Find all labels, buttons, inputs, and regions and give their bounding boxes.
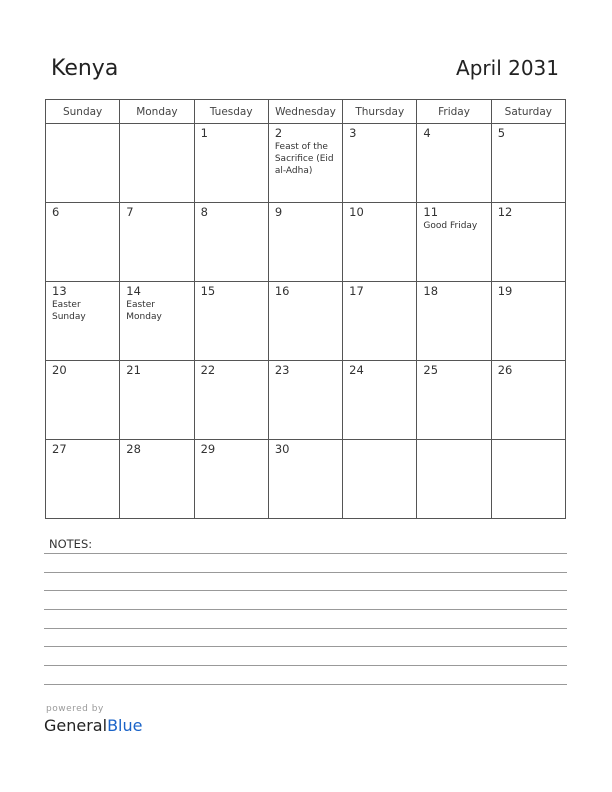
day-number: 28 <box>126 442 141 456</box>
day-number: 23 <box>274 363 290 377</box>
day-number: 8 <box>200 205 208 219</box>
powered-by-text: powered by <box>46 704 104 714</box>
day-number: 15 <box>200 284 216 298</box>
day-cell <box>120 282 194 361</box>
day-cell <box>194 282 268 361</box>
day-cell <box>343 124 417 203</box>
notes-line <box>44 646 567 647</box>
day-number: 27 <box>52 442 67 456</box>
logo-text-general: General <box>44 716 108 735</box>
day-cell <box>491 124 565 203</box>
day-cell <box>194 203 268 282</box>
day-number: 13 <box>52 284 67 298</box>
day-cell <box>120 203 194 282</box>
day-cell <box>120 124 194 203</box>
day-number: 19 <box>497 284 513 298</box>
week-row <box>46 440 566 519</box>
day-number: 3 <box>349 126 357 140</box>
day-cell <box>417 282 491 361</box>
notes-line <box>44 572 567 573</box>
weekday-header: Sunday <box>46 100 120 124</box>
notes-line <box>44 609 567 610</box>
day-cell <box>268 361 342 440</box>
notes-line <box>44 684 567 685</box>
notes-line <box>44 553 567 554</box>
week-row <box>46 361 566 440</box>
holiday-label: Feast of the Sacrifice (Eid al-Adha) <box>274 142 334 176</box>
day-number: 14 <box>126 284 141 298</box>
day-cell <box>491 440 565 519</box>
day-cell <box>194 124 268 203</box>
day-number: 21 <box>126 363 141 377</box>
day-cell <box>417 124 491 203</box>
day-cell <box>46 361 120 440</box>
weekday-header: Saturday <box>491 100 565 124</box>
weekday-header: Monday <box>120 100 194 124</box>
weekday-header: Thursday <box>343 100 417 124</box>
notes-label: NOTES: <box>49 537 93 551</box>
logo-text-blue: Blue <box>107 716 143 735</box>
weekday-header: Wednesday <box>268 100 342 124</box>
month-year-title: April 2031 <box>456 56 559 80</box>
day-cell <box>46 282 120 361</box>
day-number: 4 <box>423 126 431 140</box>
day-cell <box>46 203 120 282</box>
day-cell <box>120 361 194 440</box>
day-cell <box>343 361 417 440</box>
day-number: 20 <box>52 363 67 377</box>
day-cell <box>417 203 491 282</box>
day-cell <box>194 440 268 519</box>
generalblue-logo <box>44 716 142 735</box>
day-number: 11 <box>423 205 439 219</box>
day-number: 9 <box>274 205 283 219</box>
day-cell <box>268 440 342 519</box>
holiday-label: Good Friday <box>423 221 478 231</box>
day-cell <box>46 440 120 519</box>
day-number: 30 <box>274 442 290 456</box>
day-number: 18 <box>423 284 439 298</box>
day-cell <box>417 440 491 519</box>
day-number: 10 <box>349 205 364 219</box>
day-cell <box>491 203 565 282</box>
day-number: 6 <box>52 205 60 219</box>
day-cell <box>46 124 120 203</box>
day-number: 29 <box>200 442 216 456</box>
day-number: 16 <box>274 284 290 298</box>
day-cell <box>268 282 342 361</box>
weekday-header: Friday <box>417 100 491 124</box>
notes-line <box>44 628 567 629</box>
holiday-label: Easter Monday <box>126 300 162 322</box>
country-title: Kenya <box>51 56 119 81</box>
weekday-header: Tuesday <box>194 100 268 124</box>
day-cell <box>343 282 417 361</box>
week-row <box>46 124 566 203</box>
day-number: 24 <box>349 363 364 377</box>
day-cell <box>343 440 417 519</box>
day-cell <box>491 282 565 361</box>
day-cell <box>194 361 268 440</box>
day-number: 1 <box>200 126 208 140</box>
day-cell <box>268 203 342 282</box>
day-number: 12 <box>497 205 513 219</box>
day-cell <box>343 203 417 282</box>
holiday-label: Easter Sunday <box>52 300 86 322</box>
weekday-header-row <box>46 100 566 124</box>
day-number: 17 <box>349 284 364 298</box>
calendar-grid <box>45 99 566 519</box>
week-row <box>46 282 566 361</box>
day-number: 2 <box>274 126 283 140</box>
day-cell <box>268 124 342 203</box>
day-number: 5 <box>497 126 506 140</box>
day-cell <box>417 361 491 440</box>
day-number: 7 <box>126 205 134 219</box>
week-row <box>46 203 566 282</box>
notes-line <box>44 665 567 666</box>
day-number: 22 <box>200 363 216 377</box>
notes-line <box>44 590 567 591</box>
day-cell <box>491 361 565 440</box>
day-number: 26 <box>497 363 513 377</box>
day-number: 25 <box>423 363 439 377</box>
day-cell <box>120 440 194 519</box>
